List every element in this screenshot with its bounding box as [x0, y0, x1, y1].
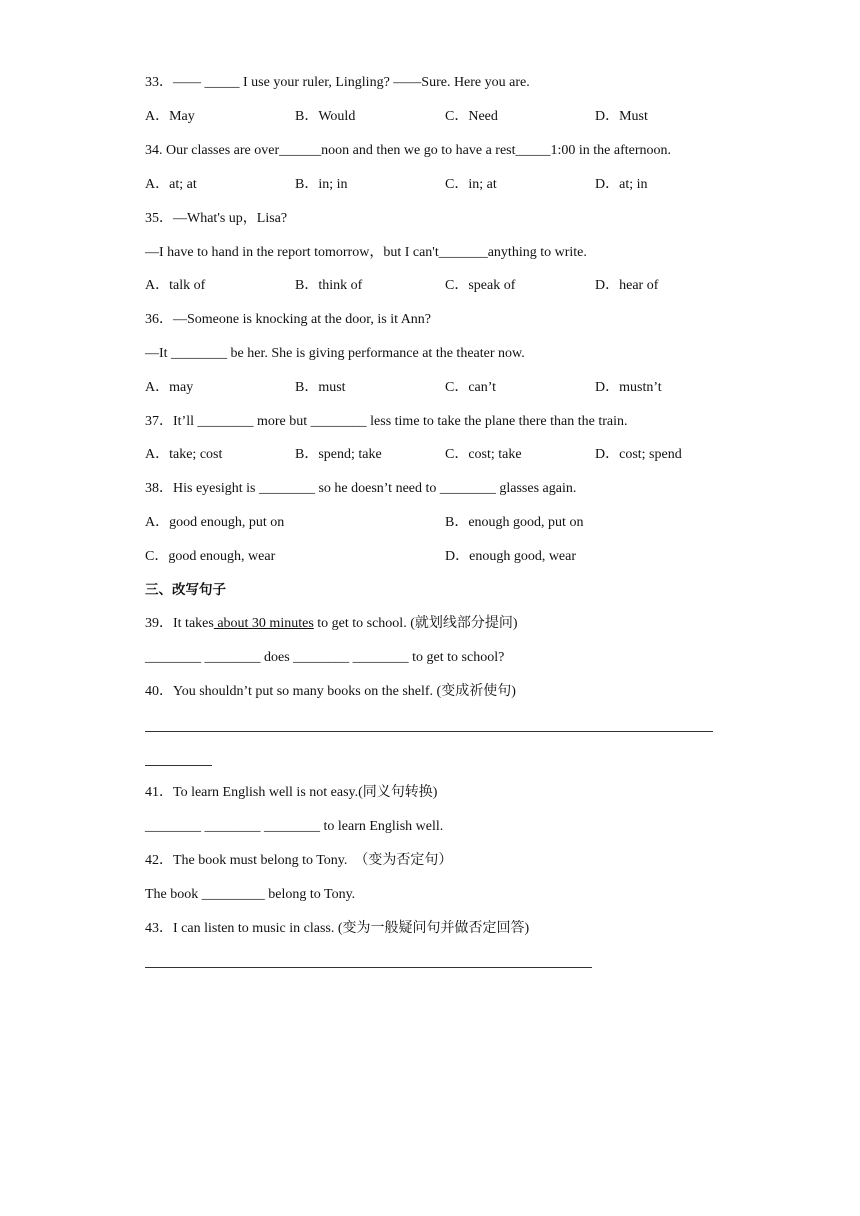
q38-option-d: D．enough good, wear: [445, 549, 577, 564]
q41-answer-line: ________ ________ ________ to learn English well.: [145, 819, 444, 834]
q38-option-a: A．good enough, put on: [145, 515, 285, 530]
question-38-stem: 38．His eyesight is ________ so he doesn’t need to ________ glasses again.: [145, 481, 577, 496]
q35-option-d: D．hear of: [595, 278, 659, 293]
question-39-stem: [145, 615, 518, 633]
q38-option-b: B．enough good, put on: [445, 515, 584, 530]
q36-option-b: B．must: [295, 380, 346, 395]
q35-option-b: B．think of: [295, 278, 363, 293]
q37-option-a: A．take; cost: [145, 447, 223, 462]
q34-option-a: A．at; at: [145, 177, 197, 192]
question-42-stem: 42．The book must belong to Tony. （变为否定句）: [145, 853, 453, 868]
q37-option-d: D．cost; spend: [595, 447, 682, 462]
question-33-stem: 33．—— _____ I use your ruler, Lingling? ——Sure. Here you are.: [145, 75, 530, 90]
question-36-stem-2: —It ________ be her. She is giving performance at the theater now.: [145, 346, 525, 361]
q39-text-before: 39．It takes: [145, 616, 214, 631]
q33-option-c: C．Need: [445, 109, 498, 124]
q40-answer-rule: [145, 731, 713, 732]
q40-answer-rule-continued: [145, 765, 212, 766]
q34-option-d: D．at; in: [595, 177, 648, 192]
q36-option-a: A．may: [145, 380, 194, 395]
question-35-stem: 35．—What's up，Lisa?: [145, 211, 288, 226]
q33-option-b: B．Would: [295, 109, 356, 124]
q39-text-after: to get to school. (就划线部分提问): [313, 616, 518, 631]
question-36-stem: 36．—Someone is knocking at the door, is it Ann?: [145, 312, 432, 327]
q33-option-d: D．Must: [595, 109, 648, 124]
question-34-stem: 34. Our classes are over______noon and then we go to have a rest_____1:00 in the afternoon.: [145, 143, 672, 158]
q34-option-c: C．in; at: [445, 177, 497, 192]
q34-option-b: B．in; in: [295, 177, 348, 192]
q39-answer-line: ________ ________ does ________ ________ to get to school?: [145, 650, 505, 665]
q38-option-c: C．good enough, wear: [145, 549, 276, 564]
q35-option-a: A．talk of: [145, 278, 206, 293]
q39-underlined-phrase: about 30 minutes: [213, 616, 314, 631]
q37-option-b: B．spend; take: [295, 447, 382, 462]
question-35-stem-2: —I have to hand in the report tomorrow，but I can't_______anything to write.: [145, 245, 587, 260]
section-3-heading: 三、改写句子: [145, 582, 226, 598]
question-41-stem: 41．To learn English well is not easy.(同义句转换): [145, 785, 438, 800]
q36-option-d: D．mustn’t: [595, 380, 662, 395]
q37-option-c: C．cost; take: [445, 447, 522, 462]
q43-answer-rule: [145, 967, 592, 968]
q42-answer-line: The book _________ belong to Tony.: [145, 887, 356, 902]
question-43-stem: 43．I can listen to music in class. (变为一般疑问句并做否定回答): [145, 921, 530, 936]
q35-option-c: C．speak of: [445, 278, 516, 293]
q36-option-c: C．can’t: [445, 380, 497, 395]
question-40-stem: 40．You shouldn’t put so many books on the shelf. (变成祈使句): [145, 684, 516, 699]
question-37-stem: 37．It’ll ________ more but ________ less time to take the plane there than the train.: [145, 414, 628, 429]
q33-option-a: A．May: [145, 109, 195, 124]
